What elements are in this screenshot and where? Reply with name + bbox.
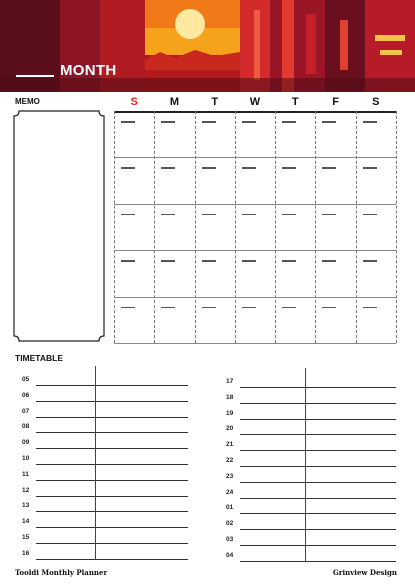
date-placeholder-dash [363, 167, 377, 169]
hour-label: 19 [226, 409, 234, 417]
hour-label: 07 [22, 407, 30, 415]
day-header: T [211, 96, 219, 108]
calendar-day-cell[interactable] [195, 204, 235, 250]
timetable-row[interactable] [226, 514, 396, 530]
timetable-row[interactable] [22, 496, 188, 512]
calendar-day-cell[interactable] [195, 250, 235, 296]
timetable-row[interactable] [226, 546, 396, 562]
date-placeholder-dash [322, 121, 336, 123]
hour-label: 13 [22, 502, 30, 510]
date-placeholder-dash [121, 214, 135, 216]
timetable-row[interactable] [22, 512, 188, 528]
date-placeholder-dash [161, 307, 175, 309]
calendar-day-cell[interactable] [235, 157, 275, 203]
calendar-day-cell[interactable] [275, 157, 315, 203]
timetable-row[interactable] [22, 465, 188, 481]
header-banner [0, 0, 415, 92]
calendar-day-cell[interactable] [154, 111, 194, 157]
calendar-grid [114, 96, 396, 343]
date-placeholder-dash [363, 121, 377, 123]
day-header: M [169, 96, 180, 108]
hour-label: 12 [22, 486, 30, 494]
timetable-row[interactable] [22, 370, 188, 386]
timetable-row[interactable] [22, 386, 188, 402]
timetable-row[interactable] [226, 483, 396, 499]
date-placeholder-dash [161, 214, 175, 216]
timetable-row[interactable] [22, 481, 188, 497]
timetable-row[interactable] [226, 467, 396, 483]
date-placeholder-dash [242, 167, 256, 169]
calendar-column-line [396, 111, 397, 343]
timetable-row[interactable] [22, 544, 188, 560]
date-placeholder-dash [242, 260, 256, 262]
memo-box[interactable] [13, 110, 105, 342]
month-title: MONTH [60, 62, 117, 79]
calendar-day-cell[interactable] [114, 157, 154, 203]
day-header: W [249, 96, 261, 108]
date-placeholder-dash [121, 260, 135, 262]
date-placeholder-dash [202, 121, 216, 123]
hour-label: 10 [22, 455, 30, 462]
date-placeholder-dash [363, 214, 377, 216]
hour-label: 18 [226, 393, 234, 401]
calendar-day-cell[interactable] [154, 297, 194, 343]
calendar-day-cell[interactable] [195, 157, 235, 203]
hour-label: 05 [22, 376, 30, 383]
calendar-week-line [114, 343, 396, 344]
calendar-day-cell[interactable] [235, 111, 275, 157]
calendar-day-cell[interactable] [315, 111, 355, 157]
hour-label: 16 [22, 549, 30, 557]
hour-label: 02 [226, 520, 234, 528]
hour-label: 11 [22, 470, 29, 478]
calendar-day-cell[interactable] [235, 204, 275, 250]
day-header: T [291, 96, 299, 108]
timetable-row[interactable] [22, 528, 188, 544]
date-placeholder-dash [322, 167, 336, 169]
calendar-day-cell[interactable] [275, 250, 315, 296]
timetable-divider [305, 368, 306, 562]
timetable-row[interactable] [22, 402, 188, 418]
date-placeholder-dash [282, 307, 296, 309]
calendar-day-cell[interactable] [154, 157, 194, 203]
calendar-day-cell[interactable] [356, 297, 396, 343]
memo-label: MEMO [15, 97, 40, 106]
calendar-day-cell[interactable] [356, 111, 396, 157]
calendar-day-cell[interactable] [154, 204, 194, 250]
calendar-day-cell[interactable] [195, 297, 235, 343]
calendar-day-cell[interactable] [356, 157, 396, 203]
date-placeholder-dash [242, 307, 256, 309]
timetable-row[interactable] [226, 404, 396, 420]
timetable-row[interactable] [226, 530, 396, 546]
footer-designer: Grinview Design [332, 568, 397, 577]
timetable-row[interactable] [226, 372, 396, 388]
calendar-day-cell[interactable] [356, 204, 396, 250]
date-placeholder-dash [363, 260, 377, 262]
date-placeholder-dash [161, 260, 175, 262]
timetable-row[interactable] [22, 417, 188, 433]
calendar-day-cell[interactable] [195, 111, 235, 157]
timetable-row[interactable] [226, 419, 396, 435]
calendar-day-cell[interactable] [275, 111, 315, 157]
date-placeholder-dash [202, 307, 216, 309]
date-placeholder-dash [322, 214, 336, 216]
hour-label: 24 [226, 488, 234, 496]
date-placeholder-dash [161, 121, 175, 123]
calendar-day-cell[interactable] [275, 297, 315, 343]
timetable-row[interactable] [226, 435, 396, 451]
date-placeholder-dash [282, 167, 296, 169]
calendar-day-cell[interactable] [114, 250, 154, 296]
calendar-day-cell[interactable] [114, 111, 154, 157]
footer-brand: Tooldi Monthly Planner [15, 568, 108, 577]
hour-label: 08 [22, 423, 30, 431]
hour-label: 14 [22, 518, 30, 526]
calendar-day-cell[interactable] [356, 250, 396, 296]
calendar-day-cell[interactable] [315, 250, 355, 296]
hour-label: 01 [226, 504, 234, 512]
hour-label: 23 [226, 472, 234, 480]
date-placeholder-dash [121, 121, 135, 123]
date-placeholder-dash [282, 121, 296, 123]
timetable-row[interactable] [22, 433, 188, 449]
hour-label: 06 [22, 391, 30, 399]
hour-label: 20 [226, 425, 234, 433]
date-placeholder-dash [161, 167, 175, 169]
date-placeholder-dash [202, 167, 216, 169]
calendar-day-cell[interactable] [315, 204, 355, 250]
timetable-row[interactable] [226, 451, 396, 467]
month-blank-line [16, 75, 54, 77]
hour-label: 15 [22, 534, 30, 541]
date-placeholder-dash [322, 260, 336, 262]
date-placeholder-dash [322, 307, 336, 309]
hour-label: 04 [226, 551, 234, 559]
timetable-rule [240, 561, 396, 562]
date-placeholder-dash [282, 214, 296, 216]
date-placeholder-dash [363, 307, 377, 309]
calendar-day-cell[interactable] [154, 250, 194, 296]
calendar-day-cell[interactable] [315, 297, 355, 343]
date-placeholder-dash [242, 214, 256, 216]
date-placeholder-dash [202, 260, 216, 262]
timetable-row[interactable] [226, 498, 396, 514]
timetable-row[interactable] [22, 449, 188, 465]
timetable-label: TIMETABLE [15, 353, 64, 363]
hour-label: 17 [226, 378, 234, 385]
day-header: S [130, 96, 138, 108]
calendar-day-cell[interactable] [114, 204, 154, 250]
date-placeholder-dash [282, 260, 296, 262]
date-placeholder-dash [121, 307, 135, 309]
timetable-rule [36, 559, 188, 560]
hour-label: 09 [22, 439, 30, 447]
hour-label: 22 [226, 457, 234, 464]
calendar-day-cell[interactable] [235, 297, 275, 343]
day-header: F [332, 96, 339, 108]
calendar-day-cell[interactable] [315, 157, 355, 203]
calendar-day-cell[interactable] [275, 204, 315, 250]
hour-label: 03 [226, 536, 234, 543]
date-placeholder-dash [242, 121, 256, 123]
calendar-day-cell[interactable] [235, 250, 275, 296]
date-placeholder-dash [202, 214, 216, 216]
timetable-divider [95, 366, 96, 560]
day-header: S [372, 96, 380, 108]
date-placeholder-dash [121, 167, 135, 169]
hour-label: 21 [226, 441, 234, 449]
timetable-row[interactable] [226, 388, 396, 404]
calendar-day-cell[interactable] [114, 297, 154, 343]
